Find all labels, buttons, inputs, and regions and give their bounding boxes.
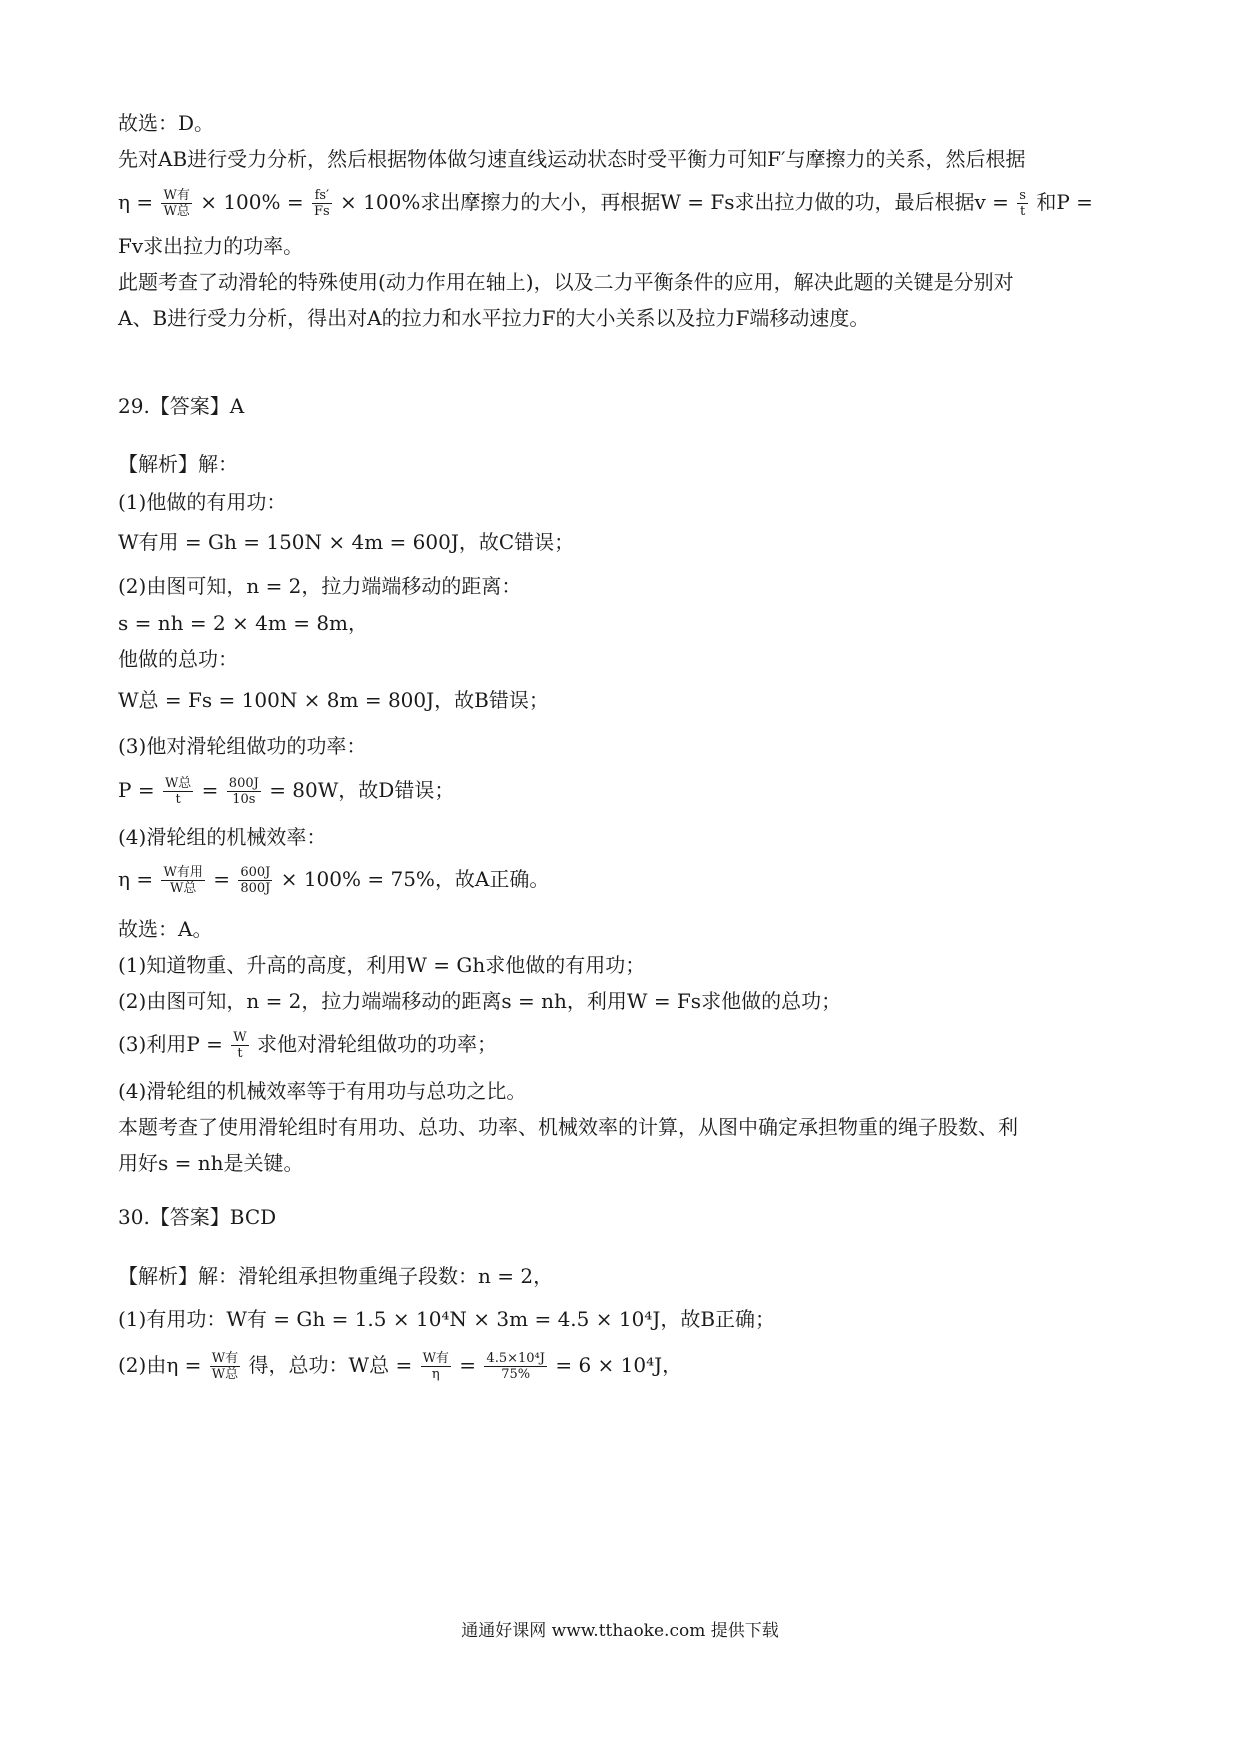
formula-text: η = (118, 190, 154, 214)
formula-text: 求他对滑轮组做功的功率； (257, 1032, 497, 1056)
text-line: (4)滑轮组的机械效率等于有用功与总功之比。 (118, 1079, 527, 1103)
fraction: $\frac{s}{t}$ (1019, 188, 1026, 219)
text-line: 他做的总功： (118, 647, 238, 671)
fraction: $\frac{fs'}{Fs}$ (313, 188, 330, 219)
fraction: $\frac{800J}{10s}$ (228, 776, 259, 807)
formula-text: 和P = (1036, 190, 1093, 214)
text-line: W有用 = Gh = 150N × 4m = 600J，故C错误； (118, 530, 575, 554)
analysis-heading: 【解析】解： (118, 452, 238, 476)
formula-line (118, 1030, 497, 1061)
formula-text: = (459, 1353, 477, 1377)
formula-text: (3)利用P = (118, 1032, 223, 1056)
formula-line (118, 865, 549, 896)
fraction: $\frac{\text{W有}}{\text{W总}}$ (163, 188, 190, 219)
answer-heading: 29.【答案】A (118, 394, 245, 418)
fraction: $\frac{\text{W有}}{\eta}$ (422, 1351, 449, 1382)
fraction: $\frac{\text{W总}}{t}$ (164, 776, 192, 807)
formula-text: (2)由η = (118, 1353, 202, 1377)
text-line: (2)由图可知，n = 2，拉力端端移动的距离s = nh，利用W = Fs求他做的总功； (118, 989, 842, 1013)
text-line: A、B进行受力分析，得出对A的拉力和水平拉力F的大小关系以及拉力F端移动速度。 (118, 306, 870, 330)
page-footer: 通通好课网 www.tthaoke.com 提供下载 (461, 1621, 779, 1641)
fraction: $\frac{\text{4.5×10⁴J}}{75\%}$ (486, 1351, 545, 1382)
formula-text: P = (118, 778, 155, 802)
text-line: 【解析】解：滑轮组承担物重绳子段数：n = 2， (118, 1264, 554, 1288)
text-line: Fv求出拉力的功率。 (118, 234, 304, 258)
text-line: 本题考查了使用滑轮组时有用功、总功、功率、机械效率的计算，从图中确定承担物重的绳子股数、利 (118, 1115, 1018, 1139)
formula-line (118, 1351, 682, 1382)
text-line: s = nh = 2 × 4m = 8m， (118, 611, 369, 635)
formula-text: × 100% = (200, 190, 304, 214)
text-line: 用好s = nh是关键。 (118, 1151, 304, 1175)
text-line: 此题考查了动滑轮的特殊使用(动力作用在轴上)，以及二力平衡条件的应用，解决此题的关键是分别对 (118, 270, 1014, 294)
formula-text: × 100% = 75%，故A正确。 (280, 867, 550, 891)
text-line: (3)他对滑轮组做功的功率： (118, 734, 367, 758)
text-line: (4)滑轮组的机械效率： (118, 825, 327, 849)
text-line: (1)知道物重、升高的高度，利用W = Gh求他做的有用功； (118, 953, 646, 977)
formula-text: = (213, 867, 230, 891)
formula-text: η = (118, 867, 154, 891)
formula-text: 得，总功：W总 = (248, 1353, 413, 1377)
text-line: (2)由图可知，n = 2，拉力端端移动的距离： (118, 574, 522, 598)
formula-text: = 80W，故D错误； (269, 778, 455, 802)
text-line: 故选：A。 (118, 917, 213, 941)
text-line: (1)他做的有用功： (118, 490, 287, 514)
answer-heading: 30.【答案】BCD (118, 1205, 277, 1229)
fraction: $\frac{600J}{800J}$ (240, 865, 271, 896)
formula-line (118, 776, 454, 807)
fraction: $\frac{\text{W有}}{\text{W总}}$ (211, 1351, 239, 1382)
text-line: 先对AB进行受力分析，然后根据物体做匀速直线运动状态时受平衡力可知F′与摩擦力的关系，然后根据 (118, 147, 1026, 171)
text-line: W总 = Fs = 100N × 8m = 800J，故B错误； (118, 688, 549, 712)
fraction: $\frac{\text{W有用}}{\text{W总}}$ (163, 865, 203, 896)
fraction: $\frac{W}{t}$ (233, 1030, 247, 1061)
formula-line (118, 188, 1093, 219)
text-line: 故选：D。 (118, 111, 215, 135)
document-page (118, 0, 1128, 1754)
text-line: (1)有用功：W有 = Gh = 1.5 × 10⁴N × 3m = 4.5 × 10⁴J，故B正确； (118, 1307, 776, 1331)
formula-text: = (201, 778, 219, 802)
formula-text: = 6 × 10⁴J， (555, 1353, 683, 1377)
formula-text: × 100%求出摩擦力的大小，再根据W = Fs求出拉力做的功，最后根据v = (340, 190, 1009, 214)
